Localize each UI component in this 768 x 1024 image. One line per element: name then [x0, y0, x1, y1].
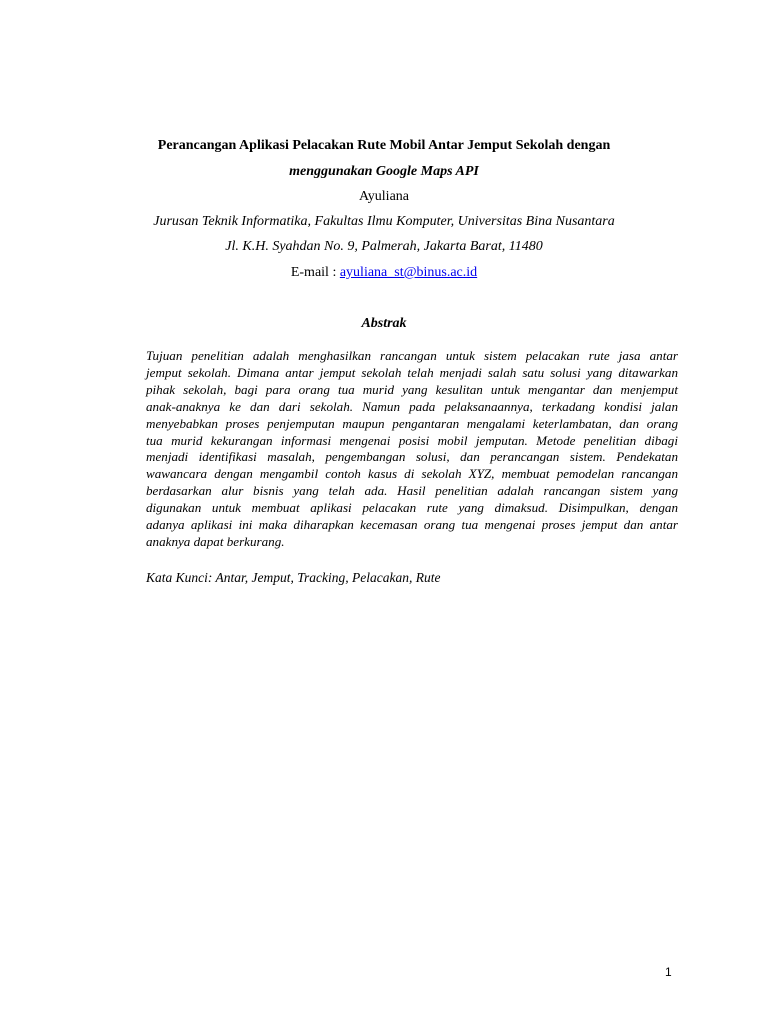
author-email [0, 264, 768, 282]
abstract-line: anak-anaknya ke dan dari sekolah. Namun pada pelaksanaannya, terkadang kondisi jalan [146, 398, 678, 414]
abstract-line: Tujuan penelitian adalah menghasilkan rancangan untuk sistem pelacakan rute jasa antar [146, 348, 678, 363]
abstract-heading: Abstrak [361, 316, 407, 331]
paper-title: Perancangan Aplikasi Pelacakan Rute Mobil Antar Jemput Sekolah dengan [157, 138, 611, 153]
author-affiliation: Jurusan Teknik Informatika, Fakultas Ilmu Komputer, Universitas Bina Nusantara [153, 214, 615, 229]
abstract-line: menyebabkan proses penjemputan maupun pengantaran mengalami keterlambatan, dan orang [146, 415, 678, 431]
author-address: Jl. K.H. Syahdan No. 9, Palmerah, Jakarta Barat, 11480 [225, 239, 543, 254]
abstract-body [146, 348, 678, 551]
abstract-line: menjadi identifikasi masalah, pengembangan solusi, dan perancangan sistem. Pendekatan [146, 449, 678, 465]
abstract-line: jemput sekolah. Dimana antar jemput sekolah telah menjadi salah satu solusi yang ditawarkan [146, 364, 678, 380]
abstract-line: wawancara dengan mengambil contoh kasus di sekolah XYZ, membuat pemodelan rancangan [146, 466, 678, 482]
paper-subtitle: menggunakan Google Maps API [289, 164, 479, 179]
email-link[interactable]: ayuliana_st@binus.ac.id [339, 265, 478, 280]
abstract-line: berdasarkan alur bisnis yang telah ada. Hasil penelitian adalah rancangan sistem yang [146, 483, 678, 499]
email-label: E-mail : [290, 265, 340, 280]
abstract-line: adanya aplikasi ini maka diharapkan kecemasan orang tua mengenai proses jemput dan antar [146, 517, 678, 533]
keywords: Kata Kunci: Antar, Jemput, Tracking, Pelacakan, Rute [146, 570, 441, 585]
abstract-line: tua murid kekurangan informasi mengenai posisi mobil jemputan. Metode penelitian dibagi [146, 432, 678, 448]
abstract-line: pihak sekolah, bagi para orang tua murid yang kesulitan untuk mengantar dan menjemput [146, 381, 678, 397]
abstract-line: digunakan untuk membuat aplikasi pelacakan rute yang dimaksud. Disimpulkan, dengan [146, 500, 678, 516]
page-number: 1 [665, 965, 672, 979]
author-name: Ayuliana [358, 189, 410, 204]
abstract-line: anaknya dapat berkurang. [146, 533, 285, 549]
